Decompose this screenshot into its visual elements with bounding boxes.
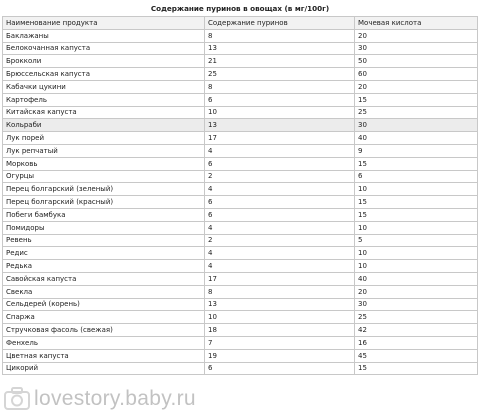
- cell-product: Редька: [3, 260, 205, 273]
- cell-product: Белокочанная капуста: [3, 42, 205, 55]
- cell-product: Перец болгарский (красный): [3, 196, 205, 209]
- cell-product: Редис: [3, 247, 205, 260]
- cell-uric-acid: 30: [355, 42, 478, 55]
- cell-uric-acid: 40: [355, 132, 478, 145]
- table-row: [3, 68, 478, 81]
- cell-product: Перец болгарский (зеленый): [3, 183, 205, 196]
- cell-product: Цветная капуста: [3, 349, 205, 362]
- table-row: [3, 93, 478, 106]
- cell-uric-acid: 60: [355, 68, 478, 81]
- column-header-product: Наименование продукта: [3, 17, 205, 30]
- cell-uric-acid: 30: [355, 298, 478, 311]
- table-row: [3, 80, 478, 93]
- cell-purines: 10: [205, 106, 355, 119]
- table-row: [3, 221, 478, 234]
- column-header-purines: Содержание пуринов: [205, 17, 355, 30]
- cell-product: Стручковая фасоль (свежая): [3, 324, 205, 337]
- watermark-text: lovestory.baby.ru: [34, 387, 196, 410]
- watermark: [4, 383, 196, 415]
- cell-product: Цикорий: [3, 362, 205, 375]
- cell-uric-acid: 40: [355, 272, 478, 285]
- purine-table-container: [2, 1, 477, 375]
- cell-product: Брокколи: [3, 55, 205, 68]
- cell-uric-acid: 10: [355, 260, 478, 273]
- cell-product: Фенхель: [3, 336, 205, 349]
- cell-product: Огурцы: [3, 170, 205, 183]
- table-row: [3, 324, 478, 337]
- table-row: [3, 260, 478, 273]
- cell-uric-acid: 15: [355, 196, 478, 209]
- cell-product: Картофель: [3, 93, 205, 106]
- cell-purines: 18: [205, 324, 355, 337]
- cell-uric-acid: 20: [355, 285, 478, 298]
- cell-uric-acid: 10: [355, 247, 478, 260]
- cell-product: Морковь: [3, 157, 205, 170]
- table-row: [3, 55, 478, 68]
- cell-product: Лук репчатый: [3, 144, 205, 157]
- table-title: Содержание пуринов в овощах (в мг/100г): [150, 3, 330, 13]
- cell-purines: 7: [205, 336, 355, 349]
- cell-purines: 2: [205, 170, 355, 183]
- cell-uric-acid: 10: [355, 183, 478, 196]
- cell-product: Кольраби: [3, 119, 205, 132]
- cell-purines: 13: [205, 42, 355, 55]
- cell-purines: 13: [205, 298, 355, 311]
- cell-uric-acid: 20: [355, 80, 478, 93]
- cell-uric-acid: 25: [355, 311, 478, 324]
- cell-purines: 4: [205, 247, 355, 260]
- table-row: [3, 157, 478, 170]
- table-row: [3, 311, 478, 324]
- purine-table: [2, 1, 478, 375]
- cell-purines: 4: [205, 221, 355, 234]
- cell-uric-acid: 30: [355, 119, 478, 132]
- cell-purines: 6: [205, 196, 355, 209]
- cell-purines: 4: [205, 144, 355, 157]
- table-row: [3, 234, 478, 247]
- cell-purines: 21: [205, 55, 355, 68]
- table-row: [3, 298, 478, 311]
- table-row: [3, 42, 478, 55]
- cell-purines: 4: [205, 260, 355, 273]
- cell-purines: 4: [205, 183, 355, 196]
- cell-uric-acid: 15: [355, 93, 478, 106]
- table-row: [3, 183, 478, 196]
- cell-uric-acid: 20: [355, 29, 478, 42]
- cell-purines: 25: [205, 68, 355, 81]
- cell-purines: 6: [205, 362, 355, 375]
- table-row: [3, 336, 478, 349]
- cell-uric-acid: 25: [355, 106, 478, 119]
- cell-uric-acid: 6: [355, 170, 478, 183]
- cell-uric-acid: 5: [355, 234, 478, 247]
- cell-purines: 17: [205, 272, 355, 285]
- cell-purines: 8: [205, 80, 355, 93]
- cell-purines: 10: [205, 311, 355, 324]
- table-row: [3, 106, 478, 119]
- cell-uric-acid: 42: [355, 324, 478, 337]
- cell-uric-acid: 15: [355, 208, 478, 221]
- cell-product: Лук порей: [3, 132, 205, 145]
- table-row: [3, 208, 478, 221]
- cell-product: Ревень: [3, 234, 205, 247]
- cell-product: Побеги бамбука: [3, 208, 205, 221]
- table-header-row: [3, 17, 478, 30]
- cell-purines: 6: [205, 93, 355, 106]
- table-body: [3, 29, 478, 375]
- column-header-uric-acid: Мочевая кислота: [355, 17, 478, 30]
- table-row: [3, 132, 478, 145]
- table-row: [3, 144, 478, 157]
- cell-purines: 6: [205, 208, 355, 221]
- cell-product: Баклажаны: [3, 29, 205, 42]
- cell-product: Сельдерей (корень): [3, 298, 205, 311]
- cell-purines: 17: [205, 132, 355, 145]
- table-row: [3, 29, 478, 42]
- cell-purines: 6: [205, 157, 355, 170]
- table-row: [3, 247, 478, 260]
- cell-uric-acid: 15: [355, 157, 478, 170]
- cell-product: Спаржа: [3, 311, 205, 324]
- cell-product: Свекла: [3, 285, 205, 298]
- cell-product: Помидоры: [3, 221, 205, 234]
- cell-uric-acid: 15: [355, 362, 478, 375]
- cell-product: Китайская капуста: [3, 106, 205, 119]
- table-row: [3, 272, 478, 285]
- camera-logo-icon: [4, 386, 30, 412]
- table-row: [3, 362, 478, 375]
- cell-uric-acid: 50: [355, 55, 478, 68]
- cell-purines: 13: [205, 119, 355, 132]
- cell-purines: 8: [205, 285, 355, 298]
- table-row: [3, 285, 478, 298]
- table-row: [3, 196, 478, 209]
- table-row: [3, 119, 478, 132]
- cell-purines: 8: [205, 29, 355, 42]
- cell-purines: 2: [205, 234, 355, 247]
- cell-uric-acid: 45: [355, 349, 478, 362]
- cell-product: Кабачки цукини: [3, 80, 205, 93]
- cell-uric-acid: 9: [355, 144, 478, 157]
- table-row: [3, 349, 478, 362]
- cell-uric-acid: 10: [355, 221, 478, 234]
- cell-product: Савойская капуста: [3, 272, 205, 285]
- cell-purines: 19: [205, 349, 355, 362]
- cell-product: Брюссельская капуста: [3, 68, 205, 81]
- cell-uric-acid: 16: [355, 336, 478, 349]
- table-row: [3, 170, 478, 183]
